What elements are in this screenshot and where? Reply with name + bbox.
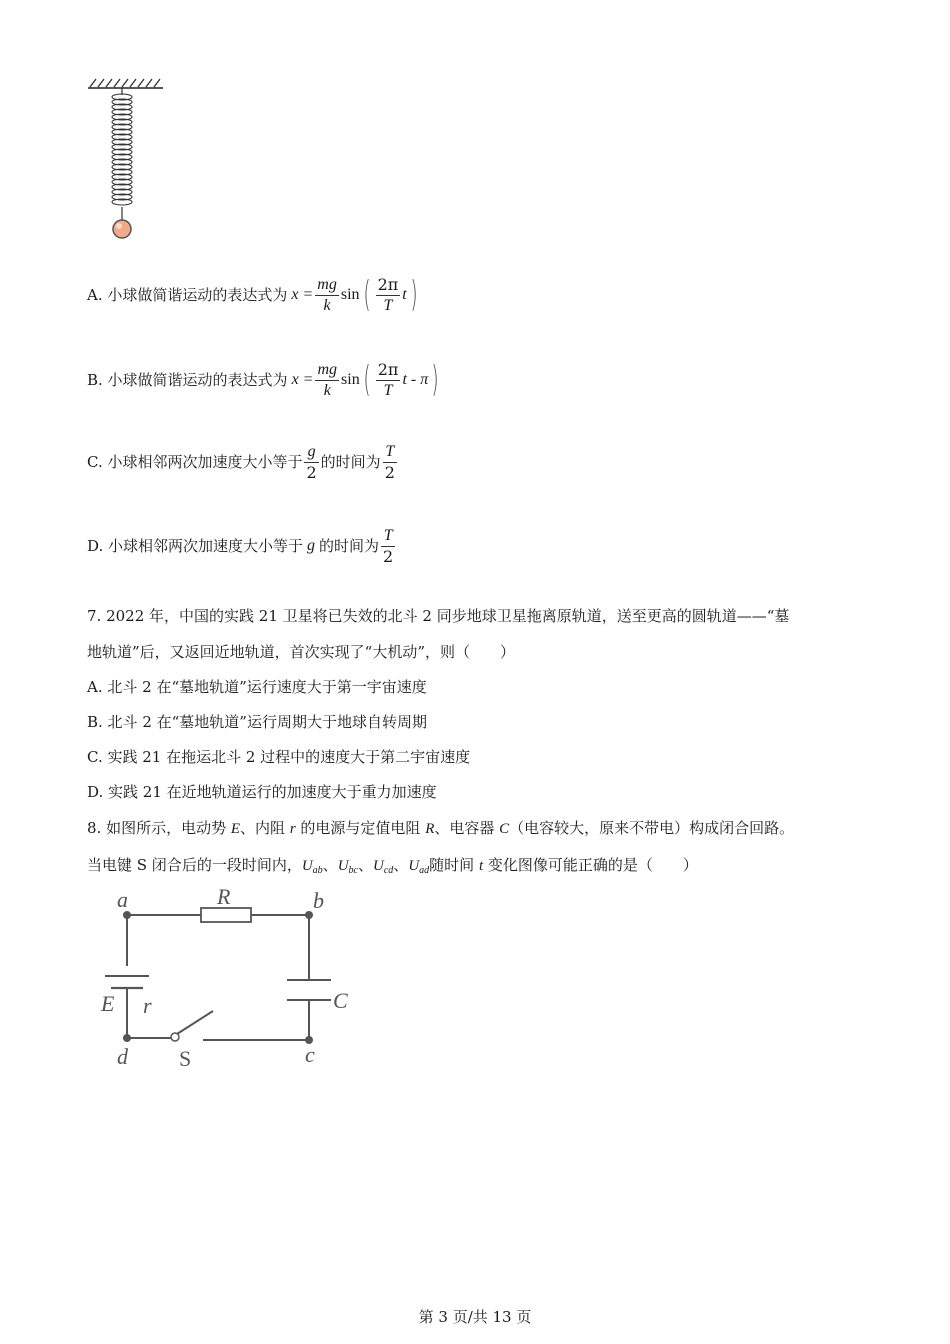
circuit-figure <box>95 888 365 1073</box>
q7-option-c: C. 实践 21 在拖运北斗 2 过程中的速度大于第二宇宙速度 <box>87 748 471 766</box>
ball <box>113 220 131 238</box>
label-S: S <box>179 1046 192 1071</box>
label-C: C <box>333 988 348 1013</box>
q7-stem-line1: 7. 2022 年，中国的实践 21 卫星将已失效的北斗 2 同步地球卫星拖离原轨道，送至更高的圆轨道——“墓 <box>87 607 790 625</box>
switch-S <box>177 1011 213 1034</box>
label-b: b <box>313 888 324 913</box>
switch-pivot <box>171 1033 179 1041</box>
page-footer: 第 3 页/共 13 页 <box>418 1308 532 1326</box>
fraction-T-2: $\frac{T}{2}$ <box>383 526 394 566</box>
fraction-2pi-T: $\frac{2\pi}{T}$ <box>377 274 399 314</box>
q7-option-b: B. 北斗 2 在“墓地轨道”运行周期大于地球自转周期 <box>87 713 427 731</box>
option-6b: B. 小球做简谐运动的表达式为 x = $\frac{mg}{k}$ sin ( $\frac{2\pi}{T}$ t - π ) <box>87 359 439 400</box>
fraction-mg-k: $\frac{mg}{k}$ <box>317 360 338 399</box>
q8-stem-line1: 8. 如图所示，电动势 E、内阻 r 的电源与定值电阻 R、电容器 C（电容较大，原来不带电）构成闭合回路。 <box>87 819 795 837</box>
spring-coils <box>112 94 132 205</box>
label-E: E <box>101 991 115 1016</box>
fraction-mg-k: $\frac{mg}{k}$ <box>317 275 337 314</box>
label-d: d <box>117 1044 128 1069</box>
option-6d: D. 小球相邻两次加速度大小等于 g 的时间为 $\frac{T}{2}$ <box>87 526 394 566</box>
q7-stem-line2: 地轨道”后，又返回近地轨道，首次实现了“大机动”，则（ ） <box>87 643 516 661</box>
q7-option-a: A. 北斗 2 在“墓地轨道”运行速度大于第一宇宙速度 <box>87 678 427 696</box>
spring-pendulum-figure <box>85 75 175 245</box>
fraction-T-2: $\frac{T}{2}$ <box>384 442 395 482</box>
q7-option-d: D. 实践 21 在近地轨道运行的加速度大于重力加速度 <box>87 783 437 801</box>
label-a: a <box>117 888 128 912</box>
label-r: r <box>143 993 152 1018</box>
option-6c: C. 小球相邻两次加速度大小等于 $\frac{g}{2}$ 的时间为 $\frac{T}{2}$ <box>87 442 395 482</box>
option-6a: A. 小球做简谐运动的表达式为 x = $\frac{mg}{k}$ sin ( $\frac{2\pi}{T}$ t ) <box>87 274 418 315</box>
label-R: R <box>217 888 231 909</box>
ceiling-hatch <box>90 79 160 87</box>
label-c: c <box>305 1042 315 1067</box>
fraction-2pi-T: $\frac{2\pi}{T}$ <box>377 359 399 399</box>
q8-stem-line2: 当电键 S 闭合后的一段时间内，$U_{ab}$、$U_{bc}$、$U_{cd}$、$U_{ad}$随时间 t 变化图像可能正确的是（ ） <box>87 856 698 876</box>
fraction-g-2: $\frac{g}{2}$ <box>306 442 317 482</box>
resistor-R <box>201 908 251 922</box>
